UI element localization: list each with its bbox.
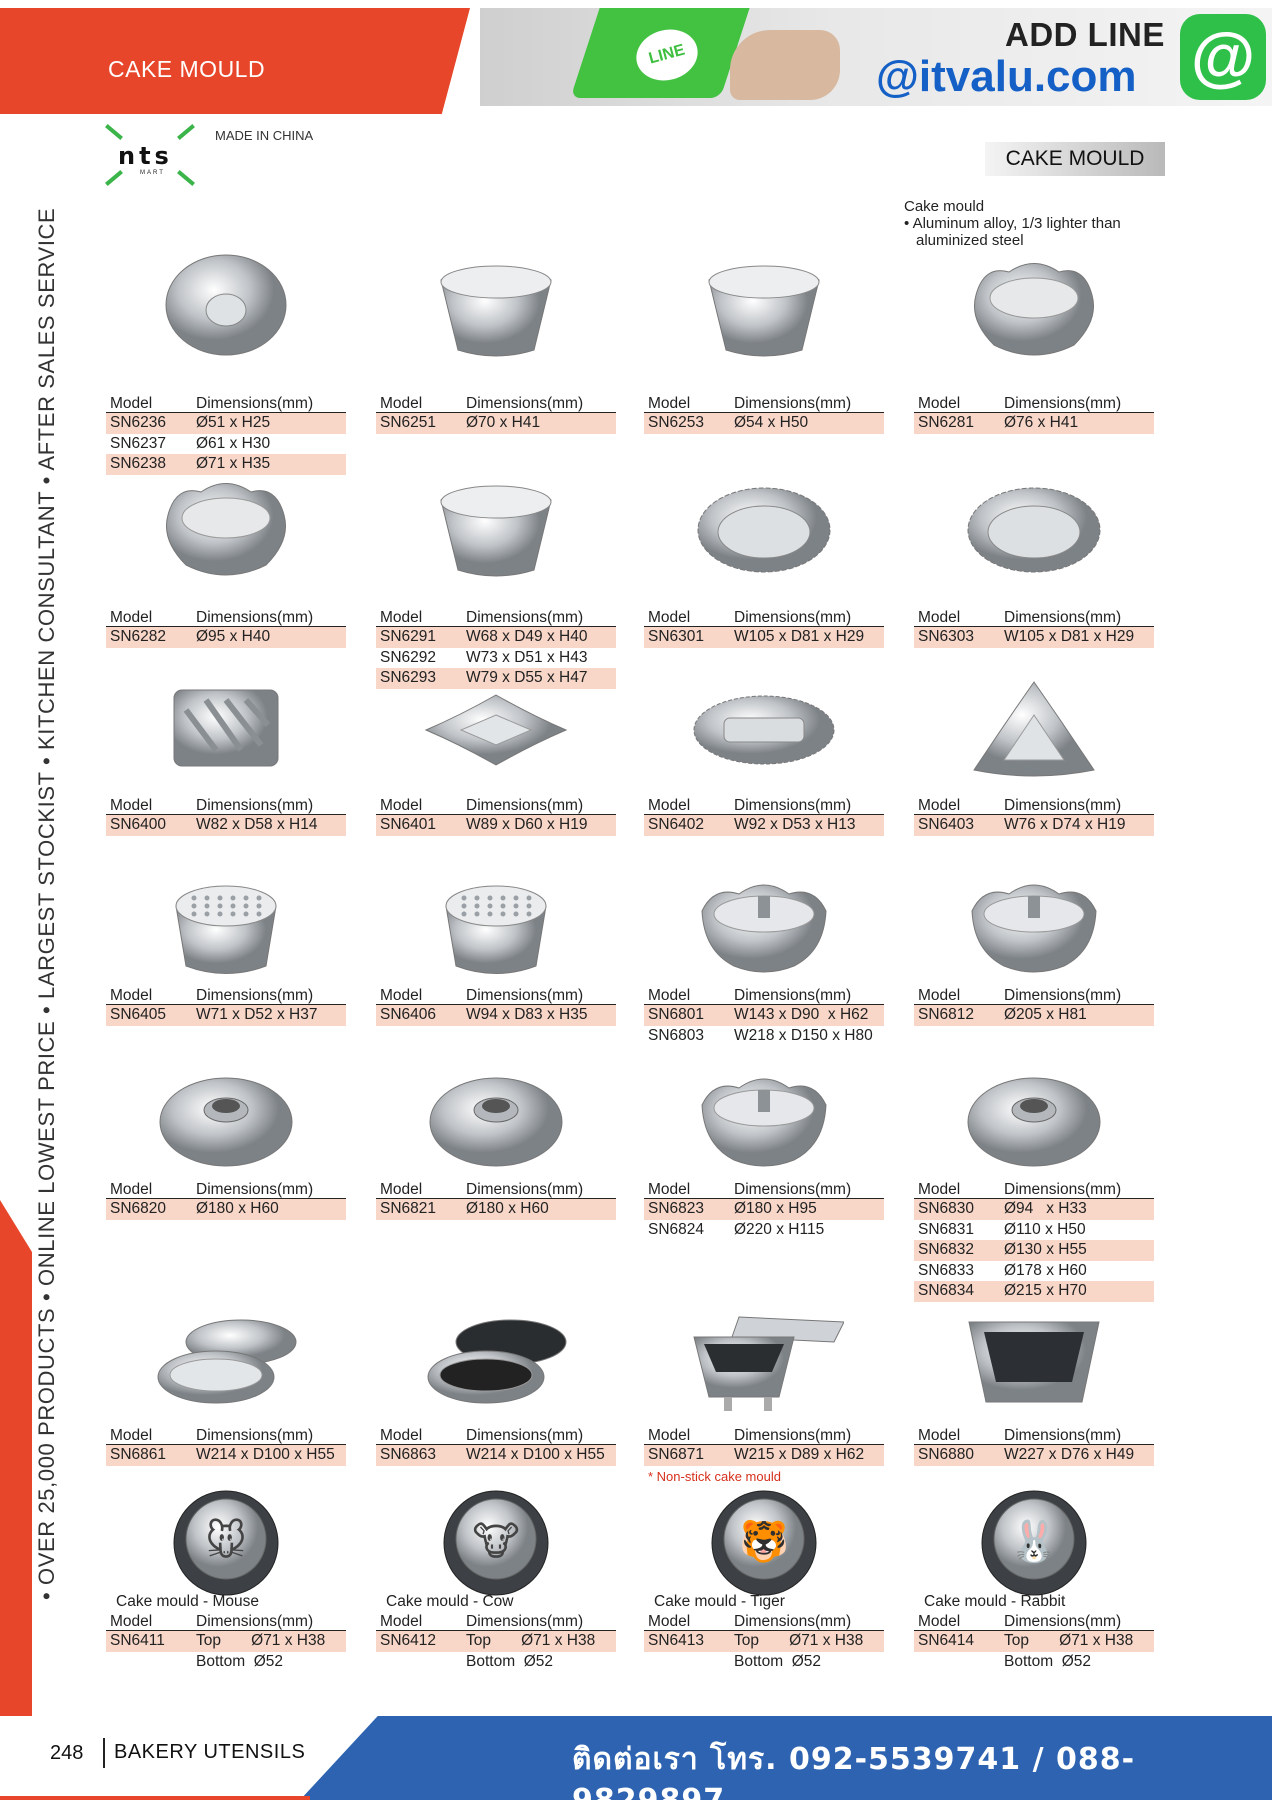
spec-header [106,1612,346,1631]
model-header: Model [380,797,423,814]
model-code: SN6863 [380,1446,437,1463]
model-code: SN6413 [648,1632,705,1649]
at-icon: @ [1180,14,1266,100]
dimensions-header: Dimensions(mm) [734,1427,852,1444]
dimensions-value: W73 x D51 x H43 [466,648,588,666]
spec-row [106,815,346,836]
spec-table [914,1426,1154,1466]
add-line-text: ADD LINE [1005,16,1165,53]
dimensions-value: Ø94 x H33 [1004,1200,1087,1217]
product-image [644,1490,884,1600]
spec-header [914,394,1154,413]
model-header: Model [380,395,423,412]
model-code: SN6820 [110,1200,167,1217]
dimensions-header: Dimensions(mm) [466,1613,584,1630]
model-code: SN6824 [648,1220,705,1238]
spec-header [106,608,346,627]
dimensions-value: W94 x D83 x H35 [466,1006,588,1023]
product-image [106,1490,346,1600]
model-code: SN6293 [380,669,437,686]
spec-table [914,608,1154,648]
spec-row [914,1631,1154,1652]
model-header: Model [648,609,691,626]
spec-row [376,815,616,836]
contact-phone[interactable]: ติดต่อเรา โทร. 092-5539741 / 088-9829897 [572,1742,1136,1818]
spec-row [914,1240,1154,1261]
model-header: Model [110,1427,153,1444]
model-code: SN6403 [918,816,975,833]
spec-header [914,608,1154,627]
sidebar-slogan: • OVER 25,000 PRODUCTS • ONLINE LOWEST PRICE • LARGEST STOCKIST • KITCHEN CONSULTANT • AFTER SALES SERVICE [34,207,59,1600]
dimensions-value: Ø215 x H70 [1004,1282,1087,1299]
spec-header [376,1426,616,1445]
spec-row [106,1445,346,1466]
spec-row [376,1199,616,1220]
model-header: Model [380,1427,423,1444]
spec-table [106,1592,346,1672]
dimensions-header: Dimensions(mm) [466,1427,584,1444]
dimensions-value: W214 x D100 x H55 [466,1446,605,1463]
footer [0,1716,1272,1818]
dimensions-value: W71 x D52 x H37 [196,1006,318,1023]
dimensions-value: Ø220 x H115 [734,1220,825,1238]
spec-row [644,627,884,648]
dimensions-value: W218 x D150 x H80 [734,1026,873,1044]
svg-text:🐯: 🐯 [739,1519,789,1565]
dimensions-value: Ø180 x H95 [734,1200,817,1217]
dimensions-value: Ø71 x H35 [196,455,271,472]
model-code: SN6821 [380,1200,437,1217]
spec-header [914,1612,1154,1631]
model-code: SN6253 [648,414,705,431]
spec-header [644,1180,884,1199]
spec-header [376,1612,616,1631]
model-code: SN6401 [380,816,437,833]
dimensions-value: Top Ø71 x H38 [734,1632,864,1649]
product-image [914,670,1154,790]
model-header: Model [110,797,153,814]
model-code [110,1652,196,1673]
dimensions-header: Dimensions(mm) [734,987,852,1004]
model-code: SN6812 [918,1006,975,1023]
model-code: SN6803 [648,1026,705,1044]
dimensions-value: Top Ø71 x H38 [196,1632,326,1649]
section-badge: CAKE MOULD [985,142,1165,176]
spec-row [914,815,1154,836]
spec-row [914,627,1154,648]
spec-row [106,1631,346,1652]
dimensions-header: Dimensions(mm) [1004,987,1122,1004]
spec-table [106,986,346,1026]
dimensions-header: Dimensions(mm) [466,797,584,814]
model-header: Model [110,987,153,1004]
dimensions-header: Dimensions(mm) [196,1427,314,1444]
spec-row [914,1445,1154,1466]
model-code: SN6303 [918,628,975,645]
dimensions-value: Top Ø71 x H38 [466,1632,596,1649]
svg-text:🐮: 🐮 [472,1519,520,1565]
spec-header [644,1612,884,1631]
product-image [376,240,616,380]
spec-row [914,1652,1154,1673]
made-in-label: MADE IN CHINA [215,128,314,143]
spec-row [644,1631,884,1652]
dimensions-header: Dimensions(mm) [1004,1613,1122,1630]
model-header: Model [110,609,153,626]
model-code: SN6237 [110,434,167,452]
model-code: SN6412 [380,1632,437,1649]
dimensions-value: Ø95 x H40 [196,628,271,645]
spec-row [644,1199,884,1220]
description-title: Cake mould [904,198,985,215]
spec-table [644,1592,884,1672]
spec-row [914,413,1154,434]
dimensions-header: Dimensions(mm) [196,609,314,626]
model-code: SN6861 [110,1446,167,1463]
spec-table [106,796,346,836]
dimensions-value: W79 x D55 x H47 [466,669,588,686]
product-caption: Cake mould - Mouse [116,1593,260,1610]
dimensions-header: Dimensions(mm) [466,1181,584,1198]
dimensions-header: Dimensions(mm) [734,609,852,626]
model-code [648,1652,734,1673]
dimensions-value: W143 x D90 x H62 [734,1006,869,1023]
svg-text:🐭: 🐭 [205,1519,247,1565]
product-image [376,462,616,598]
spec-header [644,394,884,413]
product-image [106,1060,346,1180]
model-header: Model [918,797,961,814]
dimensions-value: W105 x D81 x H29 [734,628,865,645]
spec-row [644,1026,884,1047]
spec-row [914,1005,1154,1026]
model-code: SN6281 [918,414,975,431]
spec-row [376,1631,616,1652]
spec-row [106,413,346,434]
model-code: SN6301 [648,628,705,645]
model-code: SN6833 [918,1261,975,1279]
spec-header [914,986,1154,1005]
product-image [376,866,616,986]
footer-category: BAKERY UTENSILS [114,1741,306,1763]
model-header: Model [918,609,961,626]
spec-header [644,608,884,627]
dimensions-value: Top Ø71 x H38 [1004,1632,1134,1649]
product-image [914,1302,1154,1422]
model-code: SN6405 [110,1006,167,1023]
spec-table [376,1180,616,1220]
product-image [914,1060,1154,1180]
dimensions-header: Dimensions(mm) [466,987,584,1004]
model-header: Model [918,395,961,412]
spec-table [644,986,884,1046]
dimensions-header: Dimensions(mm) [196,1181,314,1198]
product-image [644,462,884,598]
model-header: Model [918,1181,961,1198]
spec-header [376,1180,616,1199]
nts-logo [102,124,197,186]
logo-subtext: MART [140,170,165,176]
dimensions-value: Ø110 x H50 [1004,1220,1086,1238]
spec-header [644,986,884,1005]
model-header: Model [380,1613,423,1630]
product-image [106,670,346,790]
model-header: Model [918,1427,961,1444]
model-code: SN6402 [648,816,705,833]
model-header: Model [918,1613,961,1630]
product-image [644,240,884,380]
spec-header [376,394,616,413]
model-header: Model [380,609,423,626]
header [0,0,1272,112]
description-bullet-cont: aluminized steel [916,232,1024,249]
spec-row [644,1005,884,1026]
dimensions-value: Ø70 x H41 [466,414,541,431]
spec-table [914,986,1154,1026]
spec-row [106,1652,346,1673]
model-code: SN6238 [110,455,167,472]
spec-table [644,1426,884,1484]
model-header: Model [648,1181,691,1198]
product-image [106,462,346,598]
spec-table [914,796,1154,836]
dimensions-header: Dimensions(mm) [196,987,314,1004]
model-code: SN6830 [918,1200,975,1217]
spec-header [106,986,346,1005]
spec-row [644,1220,884,1241]
dimensions-value: W227 x D76 x H49 [1004,1446,1135,1463]
model-header: Model [648,987,691,1004]
product-image [914,462,1154,598]
model-code: SN6801 [648,1006,705,1023]
product-image [376,670,616,790]
dimensions-value: W68 x D49 x H40 [466,628,588,645]
spec-header [106,796,346,815]
spec-header [914,796,1154,815]
page-title: CAKE MOULD [108,56,266,82]
spec-row [106,434,346,455]
spec-row [914,1261,1154,1282]
dimensions-header: Dimensions(mm) [1004,1181,1122,1198]
spec-table [644,796,884,836]
model-code: SN6834 [918,1282,975,1299]
spec-row [376,1652,616,1673]
model-code: SN6291 [380,628,437,645]
dimensions-value: W105 x D81 x H29 [1004,628,1135,645]
dimensions-value: W214 x D100 x H55 [196,1446,335,1463]
model-header: Model [380,987,423,1004]
dimensions-header: Dimensions(mm) [196,1613,314,1630]
dimensions-value: Ø180 x H60 [466,1200,549,1217]
product-caption: Cake mould - Rabbit [924,1593,1066,1610]
spec-header [376,796,616,815]
dimensions-value: Ø61 x H30 [196,434,271,452]
spec-header [106,1426,346,1445]
spec-table [376,394,616,434]
product-image [106,240,346,380]
spec-header [644,796,884,815]
product-image [106,866,346,986]
dimensions-value: Ø76 x H41 [1004,414,1079,431]
spec-row [376,648,616,669]
product-caption: Cake mould - Tiger [654,1593,785,1610]
spec-row [644,1652,884,1673]
spec-table [106,608,346,648]
dimensions-value: Bottom Ø52 [196,1652,284,1670]
spec-table [914,1592,1154,1672]
dimensions-header: Dimensions(mm) [1004,1427,1122,1444]
spec-table [914,1180,1154,1302]
spec-table [644,1180,884,1240]
product-image [376,1060,616,1180]
product-image [914,1490,1154,1600]
model-header: Model [110,395,153,412]
spec-table [376,796,616,836]
spec-table [106,1180,346,1220]
spec-row [644,413,884,434]
model-code: SN6406 [380,1006,437,1023]
spec-table [376,986,616,1026]
line-logo-icon: LINE [631,23,704,87]
dimensions-value: Ø51 x H25 [196,414,271,431]
product-image [644,1060,884,1180]
model-code: SN6251 [380,414,437,431]
model-header: Model [648,1613,691,1630]
spec-row [644,1445,884,1466]
dimensions-header: Dimensions(mm) [466,609,584,626]
model-code: SN6292 [380,648,437,666]
model-code: SN6282 [110,628,167,645]
spec-row [914,1220,1154,1241]
model-header: Model [380,1181,423,1198]
spec-header [106,394,346,413]
spec-row [376,413,616,434]
dimensions-header: Dimensions(mm) [196,797,314,814]
dimensions-header: Dimensions(mm) [1004,797,1122,814]
spec-row [644,815,884,836]
dimensions-header: Dimensions(mm) [466,395,584,412]
spec-header [376,608,616,627]
dimensions-value: W92 x D53 x H13 [734,816,856,833]
spec-header [914,1180,1154,1199]
spec-table [644,394,884,434]
spec-table [376,1426,616,1466]
dimensions-value: Ø54 x H50 [734,414,809,431]
side-accent [0,1200,32,1720]
dimensions-header: Dimensions(mm) [734,395,852,412]
spec-row [914,1199,1154,1220]
spec-table [376,1592,616,1672]
dimensions-header: Dimensions(mm) [196,395,314,412]
model-code: SN6236 [110,414,167,431]
dimensions-value: W76 x D74 x H19 [1004,816,1126,833]
description-bullet: • Aluminum alloy, 1/3 lighter than [904,215,1121,232]
spec-table [914,394,1154,434]
spec-table [106,1426,346,1466]
spec-row [106,1005,346,1026]
spec-row [376,1445,616,1466]
model-header: Model [918,987,961,1004]
model-code: SN6880 [918,1446,975,1463]
model-header: Model [648,1427,691,1444]
product-image [376,1490,616,1600]
footer-divider [103,1738,105,1768]
svg-text:🐰: 🐰 [1009,1519,1059,1565]
dimensions-value: Bottom Ø52 [734,1652,822,1670]
dimensions-value: Ø130 x H55 [1004,1241,1087,1258]
logo-text: nts [118,142,173,170]
dimensions-value: Bottom Ø52 [1004,1652,1092,1670]
model-code: SN6871 [648,1446,705,1463]
product-image [106,1302,346,1422]
page-number: 248 [50,1742,84,1764]
product-note: * Non-stick cake mould [648,1468,781,1484]
model-code [918,1652,1004,1673]
model-code [380,1652,466,1673]
product-image [644,866,884,986]
model-header: Model [110,1613,153,1630]
model-code: SN6831 [918,1220,975,1238]
spec-table [644,608,884,648]
hand-image [730,30,840,100]
dimensions-header: Dimensions(mm) [1004,395,1122,412]
product-image [914,866,1154,986]
spec-row [106,1199,346,1220]
spec-row [376,627,616,648]
model-code: SN6832 [918,1241,975,1258]
product-image [914,240,1154,380]
model-code: SN6411 [110,1632,165,1649]
dimensions-value: W89 x D60 x H19 [466,816,588,833]
product-image [644,670,884,790]
dimensions-header: Dimensions(mm) [734,797,852,814]
product-image [644,1302,884,1422]
dimensions-value: W215 x D89 x H62 [734,1446,865,1463]
dimensions-value: Ø178 x H60 [1004,1261,1087,1279]
model-header: Model [648,797,691,814]
model-header: Model [648,395,691,412]
spec-row [914,1281,1154,1302]
spec-header [106,1180,346,1199]
dimensions-header: Dimensions(mm) [734,1613,852,1630]
spec-row [376,1005,616,1026]
spec-row [106,627,346,648]
dimensions-header: Dimensions(mm) [734,1181,852,1198]
product-caption: Cake mould - Cow [386,1593,514,1610]
dimensions-value: Bottom Ø52 [466,1652,554,1670]
model-code: SN6823 [648,1200,705,1217]
dimensions-value: W82 x D58 x H14 [196,816,318,833]
dimensions-value: Ø205 x H81 [1004,1006,1087,1023]
spec-header [914,1426,1154,1445]
spec-header [376,986,616,1005]
product-image [376,1302,616,1422]
spec-header [644,1426,884,1445]
model-code: SN6400 [110,816,167,833]
dimensions-header: Dimensions(mm) [1004,609,1122,626]
model-header: Model [110,1181,153,1198]
line-id-link[interactable]: @itvalu.com [876,52,1137,101]
dimensions-value: Ø180 x H60 [196,1200,279,1217]
model-code: SN6414 [918,1632,975,1649]
